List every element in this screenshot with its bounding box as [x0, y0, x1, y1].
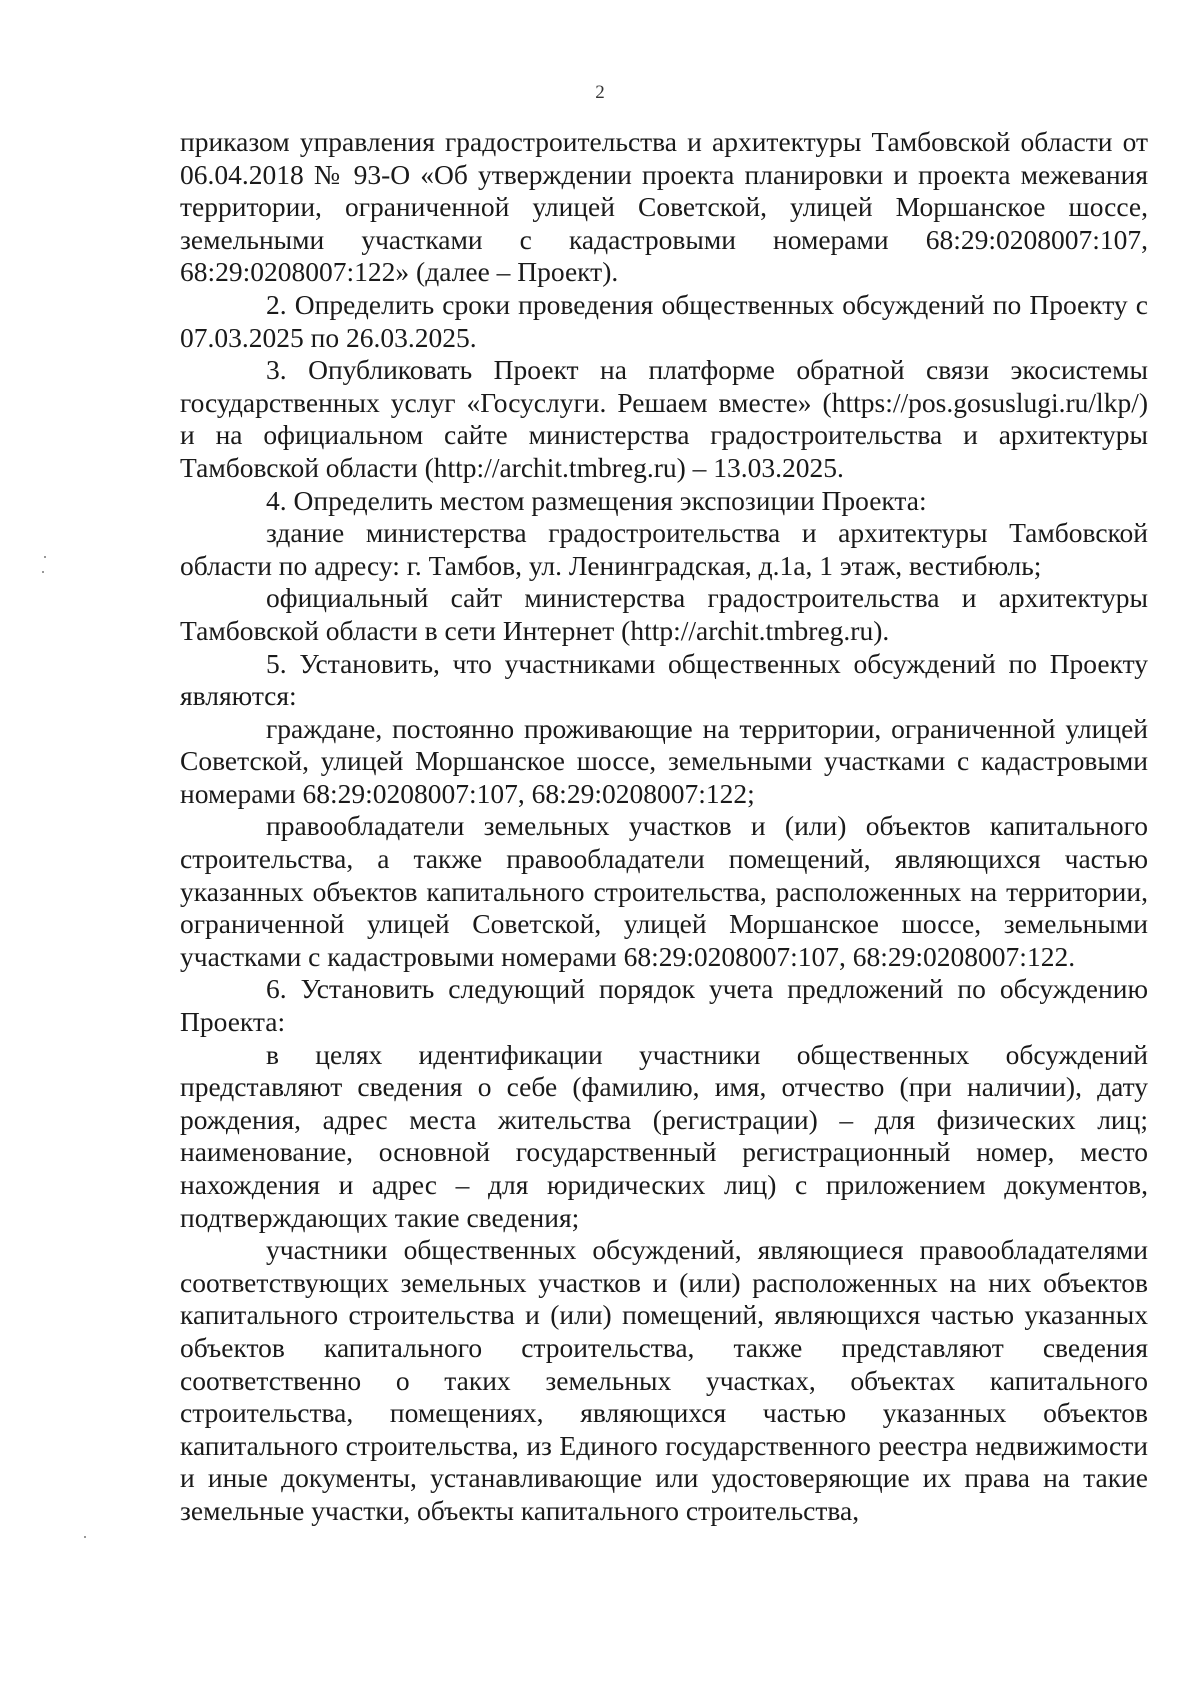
- paragraph-item-4-exposition-place: 4. Определить местом размещения экспозиции Проекта:: [266, 484, 927, 516]
- paragraph-exposition-building: здание министерства градостроительства и архитектуры Тамбовской области по адресу: г. Тамбов, ул. Ленинградская, д.1а, 1 этаж, вестибюль;: [180, 517, 1148, 581]
- paragraph-identification-info: в целях идентификации участники общественных обсуждений представляют сведения о себе (фамилию, имя, отчество (при наличии), дату рождения, адрес места жительства (регистрации) – для физических лиц; наименование, основной государственный регистрационный номер, место нахождения и адрес – для юридических лиц) с приложением документов, подтверждающих такие сведения;: [180, 1038, 1148, 1233]
- paragraph-participants-rightholders: правообладатели земельных участков и (или) объектов капитального строительства, а также правообладатели помещений, являющихся частью указанных объектов капитального строительства, расположенных на территории, ограниченной улицей Советской, улицей Моршанское шоссе, земельными участками с кадастровыми номерами 68:29:0208007:107, 68:29:0208007:122.: [180, 810, 1148, 972]
- paragraph-item-5-participants: 5. Установить, что участниками общественных обсуждений по Проекту являются:: [180, 647, 1148, 712]
- paragraph-exposition-website: официальный сайт министерства градостроительства и архитектуры Тамбовской области в сети Интернет (http://archit.tmbreg.ru).: [180, 582, 1148, 646]
- paragraph-item-2-discussion-dates: 2. Определить сроки проведения общественных обсуждений по Проекту с 07.03.2025 по 26.03.2025.: [180, 288, 1148, 353]
- page-number: 2: [595, 82, 605, 103]
- scan-speck: [84, 1536, 86, 1538]
- paragraph-item-3-publish-project: 3. Опубликовать Проект на платформе обратной связи экосистемы государственных услуг «Госуслуги. Решаем вместе» (https://pos.gosuslugi.ru/lkp/) и на официальном сайте министерства градостроительства и архитектуры Тамбовской области (http://archit.tmbreg.ru) – 13.03.2025.: [180, 354, 1148, 483]
- scan-speck: [42, 571, 44, 573]
- paragraph-order-reference: приказом управления градостроительства и архитектуры Тамбовской области от 06.04.2018 № 93-О «Об утверждении проекта планировки и проекта межевания территории, ограниченной улицей Советской, улицей Моршанское шоссе, земельными участками с кадастровыми номерами 68:29:0208007:107, 68:29:0208007:122» (далее – Проект).: [180, 126, 1148, 288]
- paragraph-participants-residents: граждане, постоянно проживающие на территории, ограниченной улицей Советской, улицей Моршанское шоссе, земельными участками с кадастровыми номерами 68:29:0208007:107, 68:29:0208007:122;: [180, 712, 1148, 809]
- document-body: [180, 126, 1148, 1528]
- paragraph-item-6-proposals-procedure: 6. Установить следующий порядок учета предложений по обсуждению Проекта:: [180, 973, 1148, 1038]
- paragraph-rightholders-documents: участники общественных обсуждений, являющиеся правообладателями соответствующих земельных участков и (или) расположенных на них объектов капитального строительства и (или) помещений, являющихся частью указанных объектов капитального строительства, также представляют сведения соответственно о таких земельных участках, объектах капитального строительства, помещениях, являющихся частью указанных объектов капитального строительства, из Единого государственного реестра недвижимости и иные документы, устанавливающие или удостоверяющие их права на такие земельные участки, объекты капитального строительства,: [180, 1234, 1148, 1526]
- scan-speck: [44, 556, 46, 558]
